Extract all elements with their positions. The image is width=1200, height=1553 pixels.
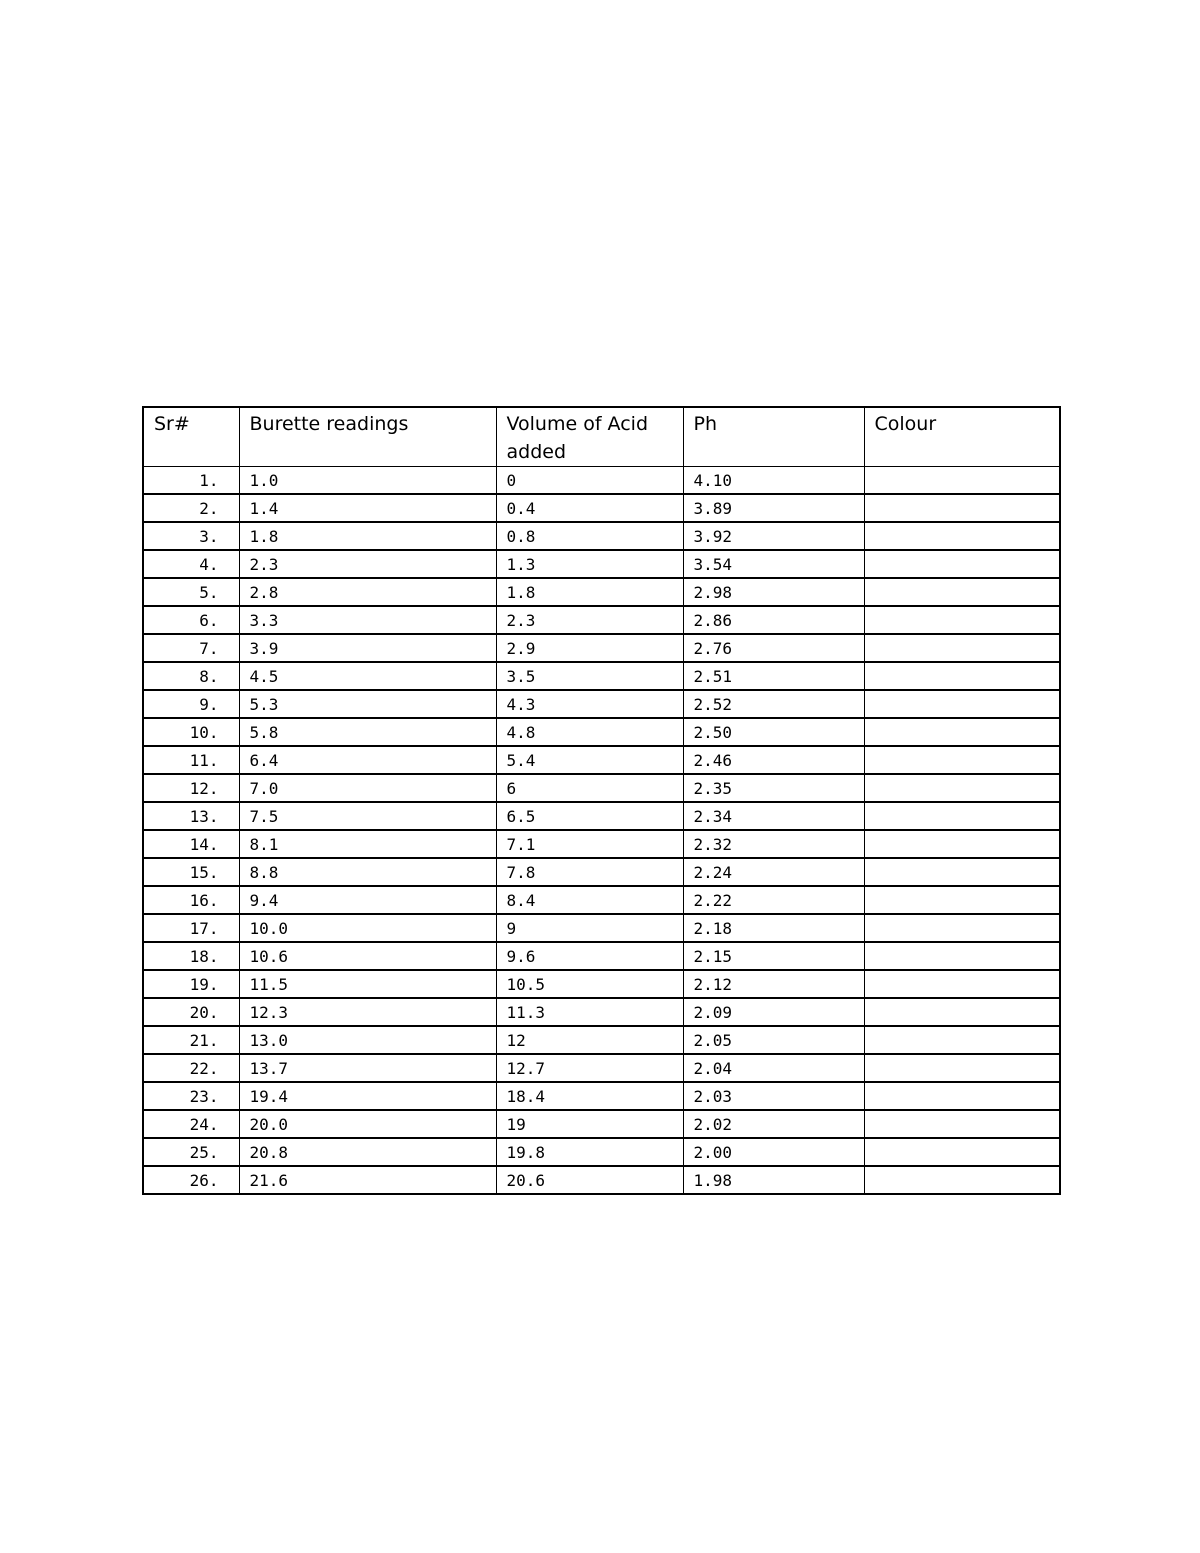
cell-colour <box>864 858 1060 886</box>
cell-colour <box>864 1082 1060 1110</box>
cell-burette-reading: 8.8 <box>239 858 496 886</box>
cell-ph: 2.32 <box>683 830 864 858</box>
cell-ph: 2.35 <box>683 774 864 802</box>
cell-ph: 2.03 <box>683 1082 864 1110</box>
cell-burette-reading: 1.8 <box>239 522 496 550</box>
cell-ph: 2.04 <box>683 1054 864 1082</box>
table-row <box>143 606 1060 634</box>
cell-sr: 9. <box>143 690 239 718</box>
cell-volume-added: 10.5 <box>496 970 683 998</box>
table-row <box>143 942 1060 970</box>
cell-colour <box>864 578 1060 606</box>
cell-colour <box>864 998 1060 1026</box>
cell-burette-reading: 10.0 <box>239 914 496 942</box>
cell-volume-added: 4.8 <box>496 718 683 746</box>
cell-sr: 22. <box>143 1054 239 1082</box>
table-row <box>143 998 1060 1026</box>
cell-volume-added: 12.7 <box>496 1054 683 1082</box>
table-row <box>143 1166 1060 1194</box>
header-sr: Sr# <box>143 407 239 467</box>
cell-ph: 2.46 <box>683 746 864 774</box>
table-row <box>143 1054 1060 1082</box>
cell-burette-reading: 7.5 <box>239 802 496 830</box>
cell-ph: 2.18 <box>683 914 864 942</box>
cell-burette-reading: 3.3 <box>239 606 496 634</box>
cell-colour <box>864 746 1060 774</box>
cell-colour <box>864 606 1060 634</box>
cell-colour <box>864 690 1060 718</box>
cell-ph: 3.54 <box>683 550 864 578</box>
cell-sr: 12. <box>143 774 239 802</box>
cell-volume-added: 8.4 <box>496 886 683 914</box>
table-row <box>143 746 1060 774</box>
cell-burette-reading: 10.6 <box>239 942 496 970</box>
cell-colour <box>864 634 1060 662</box>
table-row <box>143 830 1060 858</box>
cell-colour <box>864 467 1060 495</box>
cell-ph: 4.10 <box>683 467 864 495</box>
cell-burette-reading: 20.8 <box>239 1138 496 1166</box>
cell-burette-reading: 9.4 <box>239 886 496 914</box>
header-burette-readings: Burette readings <box>239 407 496 467</box>
cell-sr: 7. <box>143 634 239 662</box>
cell-volume-added: 7.8 <box>496 858 683 886</box>
header-volume-of-acid: Volume of Acid added <box>496 407 683 467</box>
cell-volume-added: 12 <box>496 1026 683 1054</box>
table-row <box>143 858 1060 886</box>
table-row <box>143 494 1060 522</box>
table-row <box>143 690 1060 718</box>
cell-volume-added: 0.8 <box>496 522 683 550</box>
cell-colour <box>864 522 1060 550</box>
cell-volume-added: 9 <box>496 914 683 942</box>
cell-volume-added: 18.4 <box>496 1082 683 1110</box>
cell-colour <box>864 1138 1060 1166</box>
cell-burette-reading: 11.5 <box>239 970 496 998</box>
cell-colour <box>864 1166 1060 1194</box>
cell-sr: 1. <box>143 467 239 495</box>
cell-volume-added: 0.4 <box>496 494 683 522</box>
table-row <box>143 1138 1060 1166</box>
cell-volume-added: 2.3 <box>496 606 683 634</box>
cell-burette-reading: 2.8 <box>239 578 496 606</box>
cell-ph: 2.24 <box>683 858 864 886</box>
cell-sr: 6. <box>143 606 239 634</box>
cell-sr: 8. <box>143 662 239 690</box>
cell-sr: 15. <box>143 858 239 886</box>
cell-colour <box>864 914 1060 942</box>
table-row <box>143 1026 1060 1054</box>
cell-burette-reading: 8.1 <box>239 830 496 858</box>
cell-ph: 2.50 <box>683 718 864 746</box>
cell-volume-added: 9.6 <box>496 942 683 970</box>
table-body <box>143 467 1060 1195</box>
cell-sr: 19. <box>143 970 239 998</box>
cell-ph: 2.98 <box>683 578 864 606</box>
cell-ph: 2.86 <box>683 606 864 634</box>
cell-volume-added: 1.8 <box>496 578 683 606</box>
cell-colour <box>864 1026 1060 1054</box>
table-row <box>143 634 1060 662</box>
cell-sr: 11. <box>143 746 239 774</box>
table-row <box>143 970 1060 998</box>
cell-sr: 25. <box>143 1138 239 1166</box>
cell-colour <box>864 550 1060 578</box>
cell-volume-added: 3.5 <box>496 662 683 690</box>
table-row <box>143 578 1060 606</box>
cell-volume-added: 11.3 <box>496 998 683 1026</box>
cell-ph: 2.34 <box>683 802 864 830</box>
cell-sr: 10. <box>143 718 239 746</box>
cell-burette-reading: 5.8 <box>239 718 496 746</box>
cell-sr: 13. <box>143 802 239 830</box>
cell-colour <box>864 662 1060 690</box>
cell-colour <box>864 970 1060 998</box>
cell-burette-reading: 1.4 <box>239 494 496 522</box>
cell-ph: 2.05 <box>683 1026 864 1054</box>
cell-volume-added: 19 <box>496 1110 683 1138</box>
cell-burette-reading: 13.7 <box>239 1054 496 1082</box>
cell-colour <box>864 942 1060 970</box>
cell-colour <box>864 1110 1060 1138</box>
cell-volume-added: 1.3 <box>496 550 683 578</box>
table-row <box>143 662 1060 690</box>
cell-ph: 3.92 <box>683 522 864 550</box>
cell-burette-reading: 21.6 <box>239 1166 496 1194</box>
table-row <box>143 1110 1060 1138</box>
cell-burette-reading: 3.9 <box>239 634 496 662</box>
cell-ph: 2.09 <box>683 998 864 1026</box>
cell-sr: 20. <box>143 998 239 1026</box>
cell-volume-added: 6.5 <box>496 802 683 830</box>
table-row <box>143 802 1060 830</box>
cell-colour <box>864 774 1060 802</box>
cell-ph: 2.52 <box>683 690 864 718</box>
cell-burette-reading: 6.4 <box>239 746 496 774</box>
cell-volume-added: 4.3 <box>496 690 683 718</box>
cell-ph: 2.22 <box>683 886 864 914</box>
cell-volume-added: 20.6 <box>496 1166 683 1194</box>
cell-ph: 2.51 <box>683 662 864 690</box>
cell-burette-reading: 1.0 <box>239 467 496 495</box>
table-row <box>143 1082 1060 1110</box>
cell-sr: 3. <box>143 522 239 550</box>
cell-volume-added: 7.1 <box>496 830 683 858</box>
cell-burette-reading: 4.5 <box>239 662 496 690</box>
header-row <box>143 407 1060 467</box>
cell-burette-reading: 2.3 <box>239 550 496 578</box>
cell-sr: 2. <box>143 494 239 522</box>
cell-sr: 17. <box>143 914 239 942</box>
cell-ph: 2.76 <box>683 634 864 662</box>
table-row <box>143 550 1060 578</box>
cell-colour <box>864 494 1060 522</box>
cell-burette-reading: 5.3 <box>239 690 496 718</box>
cell-volume-added: 5.4 <box>496 746 683 774</box>
header-ph: Ph <box>683 407 864 467</box>
cell-volume-added: 19.8 <box>496 1138 683 1166</box>
header-colour: Colour <box>864 407 1060 467</box>
cell-ph: 2.15 <box>683 942 864 970</box>
cell-burette-reading: 20.0 <box>239 1110 496 1138</box>
cell-volume-added: 6 <box>496 774 683 802</box>
cell-ph: 2.02 <box>683 1110 864 1138</box>
titration-table <box>142 406 1061 1195</box>
cell-colour <box>864 830 1060 858</box>
cell-colour <box>864 886 1060 914</box>
cell-volume-added: 2.9 <box>496 634 683 662</box>
table-row <box>143 914 1060 942</box>
cell-burette-reading: 19.4 <box>239 1082 496 1110</box>
table-row <box>143 522 1060 550</box>
cell-sr: 24. <box>143 1110 239 1138</box>
cell-sr: 23. <box>143 1082 239 1110</box>
table-row <box>143 467 1060 495</box>
cell-ph: 2.12 <box>683 970 864 998</box>
cell-colour <box>864 802 1060 830</box>
cell-ph: 3.89 <box>683 494 864 522</box>
table-row <box>143 886 1060 914</box>
cell-burette-reading: 12.3 <box>239 998 496 1026</box>
cell-sr: 5. <box>143 578 239 606</box>
cell-burette-reading: 13.0 <box>239 1026 496 1054</box>
table-row <box>143 774 1060 802</box>
cell-colour <box>864 1054 1060 1082</box>
cell-colour <box>864 718 1060 746</box>
table-row <box>143 718 1060 746</box>
cell-sr: 4. <box>143 550 239 578</box>
cell-sr: 14. <box>143 830 239 858</box>
cell-burette-reading: 7.0 <box>239 774 496 802</box>
cell-ph: 2.00 <box>683 1138 864 1166</box>
cell-sr: 26. <box>143 1166 239 1194</box>
cell-sr: 21. <box>143 1026 239 1054</box>
cell-sr: 16. <box>143 886 239 914</box>
cell-sr: 18. <box>143 942 239 970</box>
cell-volume-added: 0 <box>496 467 683 495</box>
cell-ph: 1.98 <box>683 1166 864 1194</box>
